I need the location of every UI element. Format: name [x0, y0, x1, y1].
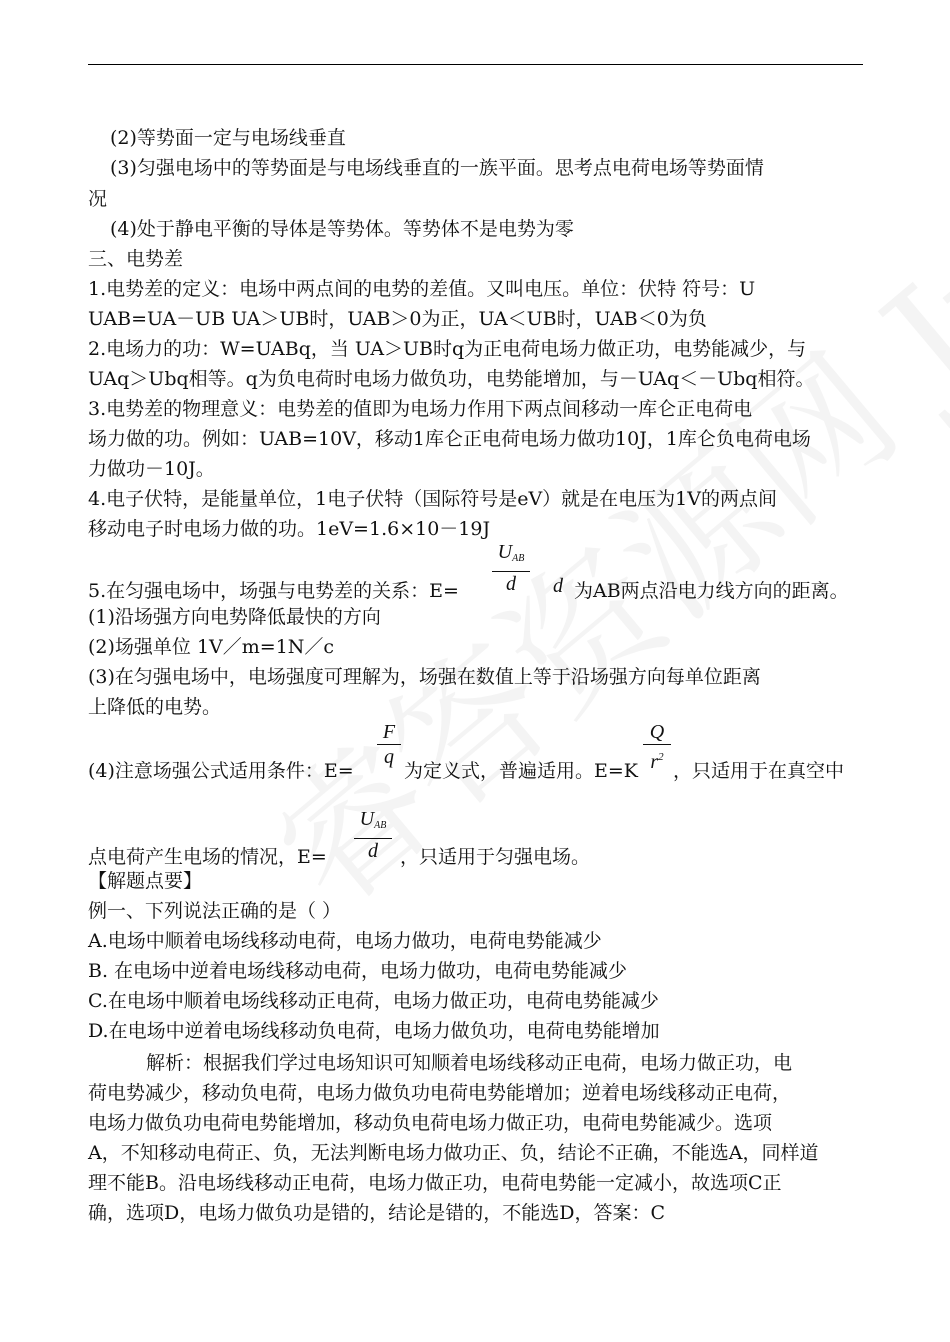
formula-d-symbol: d [553, 575, 563, 597]
text-line: ，只适用于匀强电场。 [400, 846, 591, 868]
text-line: 力做功－10J。 [88, 458, 215, 480]
formula-f-over-q: F q [377, 721, 401, 768]
text-line: A.电场中顺着电场线移动电荷，电场力做功，电荷电势能减少 [88, 930, 602, 952]
text-line: 为AB两点沿电力线方向的距离。 [574, 580, 849, 602]
text-line: 电场力做负功电荷电势能增加，移动负电荷电场力做正功，电荷电势能减少。选项 [88, 1112, 773, 1134]
text-line: 况 [88, 188, 108, 210]
text-line: D.在电场中逆着电场线移动负电荷，电场力做负功，电荷电势能增加 [88, 1020, 660, 1042]
text-line: 为定义式，普遍适用。E=K [404, 760, 638, 782]
formula-uab-over-d: $U_{AB}$ d [492, 541, 530, 595]
text-line: 【解题点要】 [88, 870, 203, 892]
text-line: ，只适用于在真空中 [673, 760, 845, 782]
text-line: 2.电场力的功：W=UABq，当 UA＞UB时q为正电荷电场力做正功，电势能减少，与 [88, 338, 807, 360]
text-line: 三、电势差 [88, 248, 184, 270]
text-line: 4.电子伏特，是能量单位，1电子伏特（国际符号是eV）就是在电压为1V的两点间 [88, 488, 777, 510]
text-line: 理不能B。沿电场线移动正电荷，电场力做正功，电荷电势能一定减小，故选项C正 [88, 1172, 782, 1194]
text-line: (3)在匀强电场中，电场强度可理解为，场强在数值上等于沿场强方向每单位距离 [88, 666, 761, 688]
text-line: 荷电势减少，移动负电荷，电场力做负功电荷电势能增加；逆着电场线移动正电荷， [88, 1082, 792, 1104]
formula-q-over-r2: Q $r^2$ [643, 721, 671, 773]
text-line: (2)场强单位 1V／m=1N／c [88, 636, 335, 658]
header-rule [88, 64, 863, 65]
text-line: 确，选项D，电场力做负功是错的，结论是错的，不能选D，答案：C [88, 1202, 666, 1224]
text-line: UAB=UA－UB UA＞UB时，UAB＞0为正，UA＜UB时，UAB＜0为负 [88, 308, 707, 330]
text-line: UAq＞Ubq相等。q为负电荷时电场力做负功，电势能增加，与－UAq＜－Ubq相符。 [88, 368, 815, 390]
text-line: 5.在匀强电场中，场强与电势差的关系：E= [88, 580, 459, 602]
text-line: (3)匀强电场中的等势面是与电场线垂直的一族平面。思考点电荷电场等势面情 [110, 157, 764, 179]
text-line: (4)处于静电平衡的导体是等势体。等势体不是电势为零 [110, 218, 574, 240]
text-line: 3.电势差的物理意义：电势差的值即为电场力作用下两点间移动一库仑正电荷电 [88, 398, 753, 420]
formula-uab-over-d-2: $U_{AB}$ d [354, 808, 392, 862]
text-line: (4)注意场强公式适用条件：E= [88, 760, 354, 782]
text-line: A，不知移动电荷正、负，无法判断电场力做功正、负，结论不正确，不能选A，同样道 [88, 1142, 819, 1164]
text-line: 点电荷产生电场的情况，E= [88, 846, 327, 868]
text-line: 解析：根据我们学过电场知识可知顺着电场线移动正电荷，电场力做正功，电 [146, 1052, 793, 1074]
text-line: B. 在电场中逆着电场线移动电荷，电场力做功，电荷电势能减少 [88, 960, 628, 982]
text-line: 上降低的电势。 [88, 696, 222, 718]
text-line: (2)等势面一定与电场线垂直 [110, 127, 346, 149]
text-line: 移动电子时电场力做的功。1eV=1.6×10－19J [88, 518, 491, 540]
text-line: 场力做的功。例如：UAB=10V，移动1库仑正电荷电场力做功10J，1库仑负电荷电场 [88, 428, 811, 450]
text-line: 1.电势差的定义：电场中两点间的电势的差值。又叫电压。单位：伏特 符号：U [88, 278, 756, 300]
text-line: C.在电场中顺着电场线移动正电荷，电场力做正功，电荷电势能减少 [88, 990, 659, 1012]
text-line: (1)沿场强方向电势降低最快的方向 [88, 606, 381, 628]
text-line: 例一、下列说法正确的是（ ） [88, 900, 342, 922]
